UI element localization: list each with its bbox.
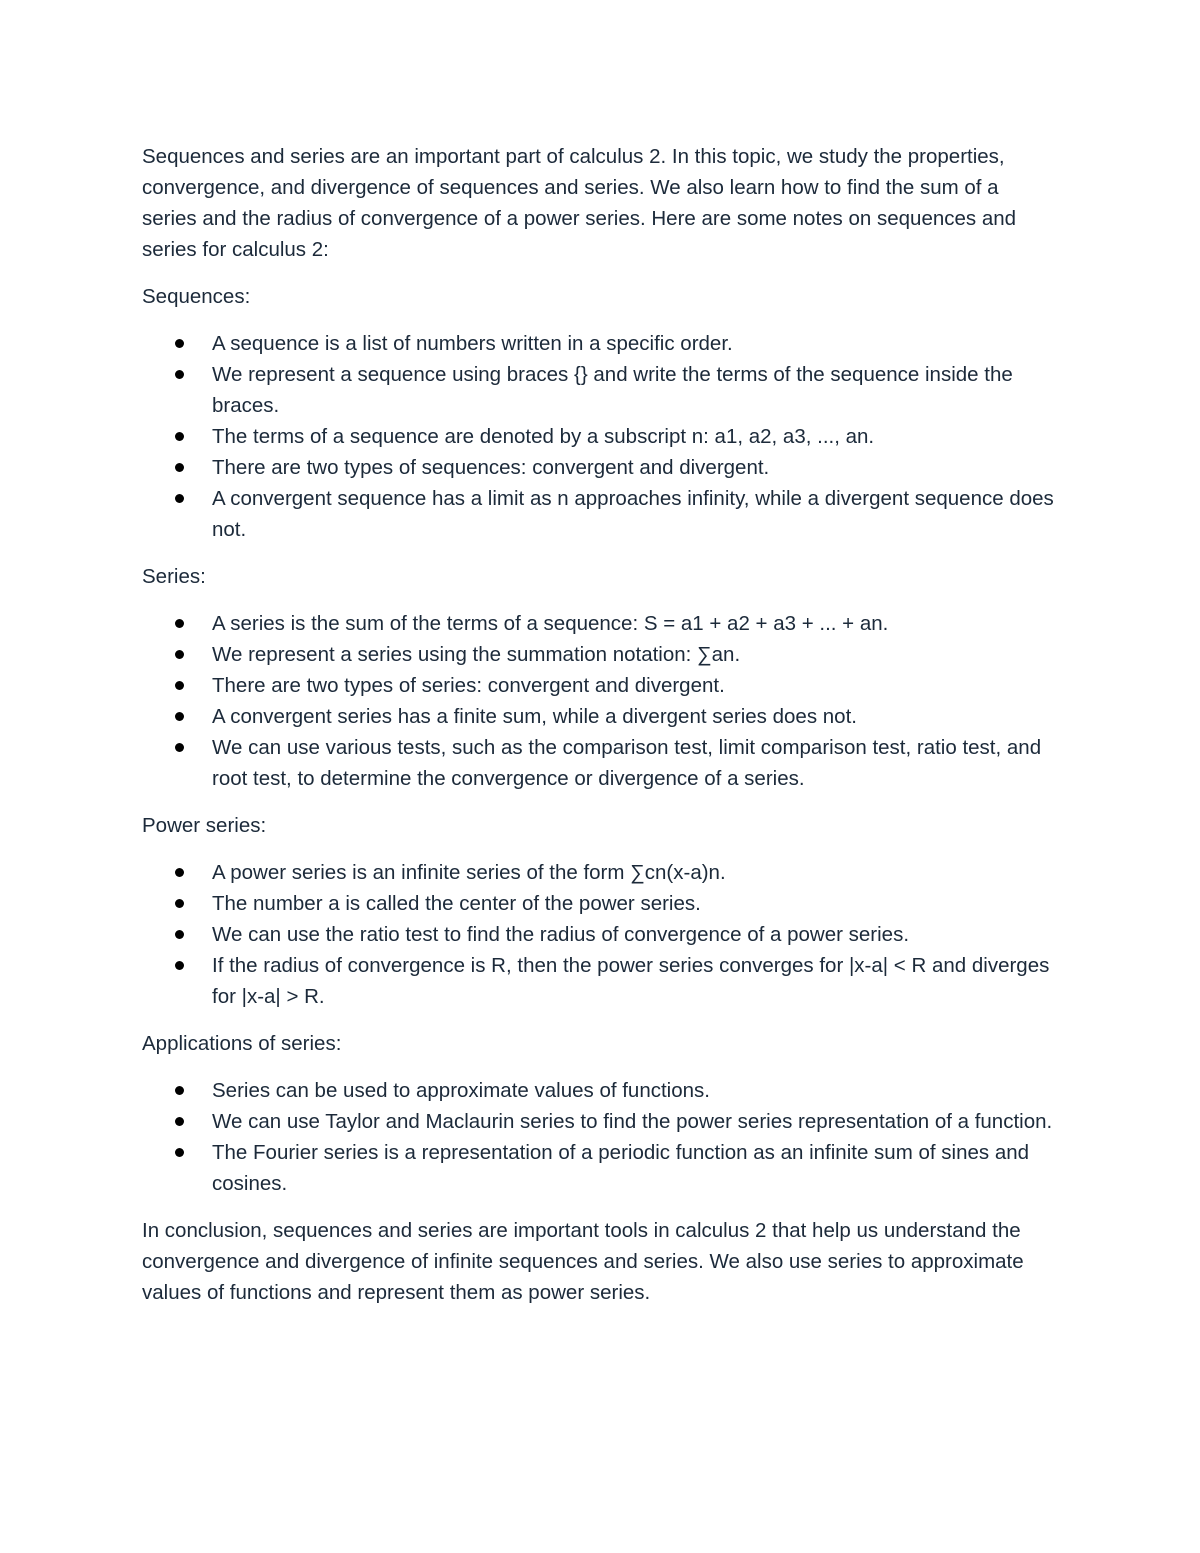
- document-page: [142, 141, 1057, 1324]
- list-item: The terms of a sequence are denoted by a subscript n: a1, a2, a3, ..., an.: [142, 421, 1057, 452]
- section-heading-power-series: Power series:: [142, 814, 267, 837]
- bullet-icon: [175, 463, 184, 472]
- list-item: A convergent series has a finite sum, while a divergent series does not.: [142, 701, 1057, 732]
- bullet-icon: [175, 899, 184, 908]
- list-item: The number a is called the center of the power series.: [142, 888, 1057, 919]
- applications-list: [142, 1075, 1057, 1199]
- bullet-icon: [175, 712, 184, 721]
- bullet-icon: [175, 868, 184, 877]
- list-item: The Fourier series is a representation of a periodic function as an infinite sum of sines and cosines.: [142, 1137, 1057, 1199]
- sequences-list: [142, 328, 1057, 545]
- list-item: Series can be used to approximate values of functions.: [142, 1075, 1057, 1106]
- bullet-icon: [175, 339, 184, 348]
- conclusion-paragraph: In conclusion, sequences and series are important tools in calculus 2 that help us understand the convergence and divergence of infinite sequences and series. We also use series to approximate values of functions and represent them as power series.: [142, 1219, 1024, 1304]
- list-item: We represent a series using the summation notation: ∑an.: [142, 639, 1057, 670]
- list-item: We represent a sequence using braces {} and write the terms of the sequence inside the braces.: [142, 359, 1057, 421]
- bullet-icon: [175, 930, 184, 939]
- bullet-icon: [175, 1117, 184, 1126]
- list-item: A sequence is a list of numbers written in a specific order.: [142, 328, 1057, 359]
- bullet-icon: [175, 370, 184, 379]
- series-list: [142, 608, 1057, 794]
- power-series-list: [142, 857, 1057, 1012]
- bullet-icon: [175, 681, 184, 690]
- list-item: We can use the ratio test to find the radius of convergence of a power series.: [142, 919, 1057, 950]
- list-item: If the radius of convergence is R, then the power series converges for |x-a| < R and diverges for |x-a| > R.: [142, 950, 1057, 1012]
- list-item: A series is the sum of the terms of a sequence: S = a1 + a2 + a3 + ... + an.: [142, 608, 1057, 639]
- list-item: We can use various tests, such as the comparison test, limit comparison test, ratio test, and root test, to determine the convergence or divergence of a series.: [142, 732, 1057, 794]
- section-heading-series: Series:: [142, 565, 206, 588]
- section-heading-applications: Applications of series:: [142, 1032, 342, 1055]
- list-item: We can use Taylor and Maclaurin series to find the power series representation of a function.: [142, 1106, 1057, 1137]
- bullet-icon: [175, 961, 184, 970]
- bullet-icon: [175, 743, 184, 752]
- list-item: A convergent sequence has a limit as n approaches infinity, while a divergent sequence does not.: [142, 483, 1057, 545]
- bullet-icon: [175, 432, 184, 441]
- bullet-icon: [175, 1148, 184, 1157]
- section-heading-sequences: Sequences:: [142, 285, 251, 308]
- list-item: There are two types of sequences: convergent and divergent.: [142, 452, 1057, 483]
- list-item: There are two types of series: convergent and divergent.: [142, 670, 1057, 701]
- bullet-icon: [175, 619, 184, 628]
- list-item: A power series is an infinite series of the form ∑cn(x-a)n.: [142, 857, 1057, 888]
- intro-paragraph: Sequences and series are an important part of calculus 2. In this topic, we study the properties, convergence, and divergence of sequences and series. We also learn how to find the sum of a series and the radius of convergence of a power series. Here are some notes on sequences and series for calculus 2:: [142, 145, 1017, 261]
- bullet-icon: [175, 494, 184, 503]
- bullet-icon: [175, 650, 184, 659]
- bullet-icon: [175, 1086, 184, 1095]
